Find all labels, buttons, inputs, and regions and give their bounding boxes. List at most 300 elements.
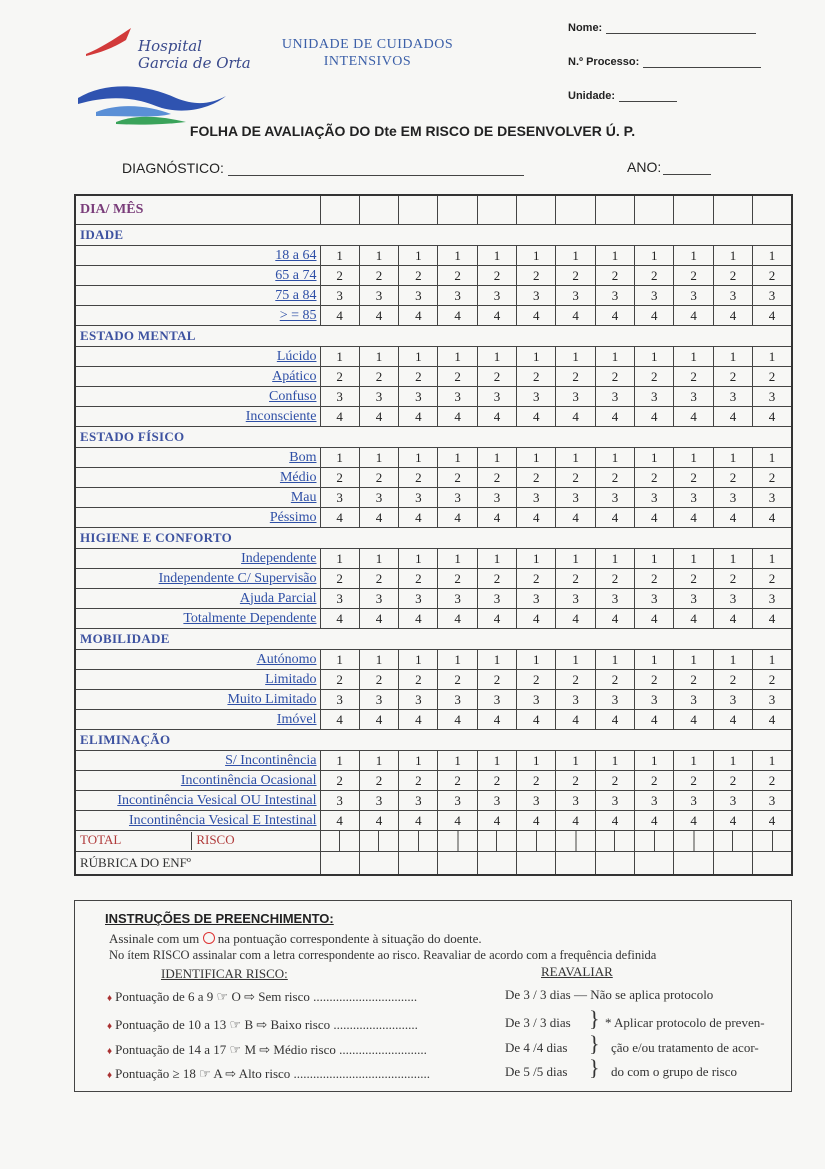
score-cell[interactable]: 4 xyxy=(320,508,359,528)
score-cell[interactable]: 4 xyxy=(320,811,359,831)
score-cell[interactable]: 2 xyxy=(674,266,713,286)
score-cell[interactable]: 2 xyxy=(753,367,792,387)
score-cell[interactable]: 1 xyxy=(713,347,752,367)
score-cell[interactable]: 2 xyxy=(674,670,713,690)
score-cell[interactable]: 3 xyxy=(477,286,516,306)
score-cell[interactable]: 4 xyxy=(713,811,752,831)
score-cell[interactable]: 4 xyxy=(320,710,359,730)
score-cell[interactable]: 1 xyxy=(359,347,398,367)
score-cell[interactable]: 2 xyxy=(320,266,359,286)
score-cell[interactable]: 3 xyxy=(674,791,713,811)
score-cell[interactable]: 4 xyxy=(399,306,438,326)
day-month-cell[interactable] xyxy=(713,195,752,225)
score-cell[interactable]: 4 xyxy=(477,609,516,629)
score-cell[interactable]: 1 xyxy=(477,448,516,468)
score-cell[interactable]: 1 xyxy=(674,448,713,468)
score-cell[interactable]: 4 xyxy=(438,508,477,528)
score-cell[interactable]: 1 xyxy=(635,347,674,367)
score-cell[interactable]: 3 xyxy=(595,286,634,306)
score-cell[interactable]: 3 xyxy=(320,589,359,609)
score-cell[interactable]: 3 xyxy=(556,791,595,811)
score-cell[interactable]: 4 xyxy=(635,407,674,427)
score-cell[interactable]: 1 xyxy=(713,246,752,266)
score-cell[interactable]: 2 xyxy=(477,670,516,690)
score-cell[interactable]: 3 xyxy=(753,589,792,609)
score-cell[interactable]: 3 xyxy=(556,589,595,609)
score-cell[interactable]: 2 xyxy=(595,771,634,791)
score-cell[interactable]: 4 xyxy=(635,508,674,528)
score-cell[interactable]: 1 xyxy=(556,549,595,569)
score-cell[interactable]: 2 xyxy=(517,771,556,791)
score-cell[interactable]: 2 xyxy=(713,367,752,387)
score-cell[interactable]: 2 xyxy=(753,670,792,690)
score-cell[interactable]: 3 xyxy=(399,387,438,407)
score-cell[interactable]: 2 xyxy=(713,468,752,488)
score-cell[interactable]: 2 xyxy=(399,468,438,488)
score-cell[interactable]: 4 xyxy=(556,710,595,730)
score-cell[interactable]: 4 xyxy=(674,609,713,629)
score-cell[interactable]: 1 xyxy=(556,751,595,771)
score-cell[interactable]: 4 xyxy=(477,811,516,831)
total-risco-cell[interactable] xyxy=(713,831,752,852)
score-cell[interactable]: 1 xyxy=(477,650,516,670)
score-cell[interactable]: 3 xyxy=(517,589,556,609)
score-cell[interactable]: 3 xyxy=(556,488,595,508)
score-cell[interactable]: 4 xyxy=(477,407,516,427)
score-cell[interactable]: 1 xyxy=(595,246,634,266)
score-cell[interactable]: 4 xyxy=(556,306,595,326)
score-cell[interactable]: 4 xyxy=(359,508,398,528)
score-cell[interactable]: 1 xyxy=(477,549,516,569)
score-cell[interactable]: 4 xyxy=(713,508,752,528)
score-cell[interactable]: 3 xyxy=(399,286,438,306)
score-cell[interactable]: 3 xyxy=(438,589,477,609)
score-cell[interactable]: 3 xyxy=(320,690,359,710)
score-cell[interactable]: 2 xyxy=(399,771,438,791)
score-cell[interactable]: 1 xyxy=(713,549,752,569)
score-cell[interactable]: 3 xyxy=(674,690,713,710)
score-cell[interactable]: 3 xyxy=(399,690,438,710)
score-cell[interactable]: 4 xyxy=(713,609,752,629)
day-month-cell[interactable] xyxy=(674,195,713,225)
score-cell[interactable]: 4 xyxy=(595,710,634,730)
score-cell[interactable]: 2 xyxy=(477,468,516,488)
score-cell[interactable]: 2 xyxy=(595,266,634,286)
score-cell[interactable]: 1 xyxy=(674,650,713,670)
score-cell[interactable]: 2 xyxy=(595,468,634,488)
day-month-cell[interactable] xyxy=(753,195,792,225)
score-cell[interactable]: 4 xyxy=(320,306,359,326)
score-cell[interactable]: 2 xyxy=(635,266,674,286)
day-month-cell[interactable] xyxy=(359,195,398,225)
score-cell[interactable]: 4 xyxy=(635,710,674,730)
score-cell[interactable]: 3 xyxy=(438,791,477,811)
score-cell[interactable]: 4 xyxy=(438,306,477,326)
score-cell[interactable]: 2 xyxy=(517,266,556,286)
score-cell[interactable]: 3 xyxy=(320,488,359,508)
score-cell[interactable]: 2 xyxy=(517,670,556,690)
score-cell[interactable]: 2 xyxy=(556,367,595,387)
score-cell[interactable]: 3 xyxy=(595,387,634,407)
ano-field[interactable] xyxy=(627,159,711,175)
score-cell[interactable]: 3 xyxy=(713,589,752,609)
score-cell[interactable]: 3 xyxy=(477,589,516,609)
score-cell[interactable]: 3 xyxy=(713,286,752,306)
total-risco-cell[interactable] xyxy=(517,831,556,852)
score-cell[interactable]: 2 xyxy=(713,266,752,286)
score-cell[interactable]: 2 xyxy=(556,468,595,488)
score-cell[interactable]: 4 xyxy=(595,609,634,629)
score-cell[interactable]: 1 xyxy=(635,448,674,468)
unidade-field[interactable] xyxy=(568,90,677,102)
score-cell[interactable]: 2 xyxy=(713,670,752,690)
rubrica-cell[interactable] xyxy=(674,852,713,876)
score-cell[interactable]: 4 xyxy=(635,306,674,326)
day-month-cell[interactable] xyxy=(320,195,359,225)
score-cell[interactable]: 1 xyxy=(399,246,438,266)
score-cell[interactable]: 3 xyxy=(713,488,752,508)
score-cell[interactable]: 2 xyxy=(635,569,674,589)
score-cell[interactable]: 4 xyxy=(674,407,713,427)
score-cell[interactable]: 3 xyxy=(595,791,634,811)
score-cell[interactable]: 3 xyxy=(753,286,792,306)
score-cell[interactable]: 1 xyxy=(517,650,556,670)
day-month-cell[interactable] xyxy=(635,195,674,225)
score-cell[interactable]: 1 xyxy=(753,448,792,468)
score-cell[interactable]: 4 xyxy=(399,811,438,831)
score-cell[interactable]: 2 xyxy=(399,266,438,286)
score-cell[interactable]: 4 xyxy=(517,710,556,730)
score-cell[interactable]: 1 xyxy=(320,347,359,367)
score-cell[interactable]: 1 xyxy=(674,549,713,569)
score-cell[interactable]: 2 xyxy=(635,670,674,690)
score-cell[interactable]: 3 xyxy=(635,286,674,306)
total-risco-cell[interactable] xyxy=(635,831,674,852)
score-cell[interactable]: 1 xyxy=(399,347,438,367)
score-cell[interactable]: 2 xyxy=(438,266,477,286)
score-cell[interactable]: 3 xyxy=(753,791,792,811)
score-cell[interactable]: 1 xyxy=(595,549,634,569)
score-cell[interactable]: 2 xyxy=(438,771,477,791)
score-cell[interactable]: 3 xyxy=(713,791,752,811)
score-cell[interactable]: 2 xyxy=(674,468,713,488)
score-cell[interactable]: 1 xyxy=(477,751,516,771)
score-cell[interactable]: 4 xyxy=(320,609,359,629)
score-cell[interactable]: 2 xyxy=(556,771,595,791)
score-cell[interactable]: 2 xyxy=(753,771,792,791)
score-cell[interactable]: 3 xyxy=(595,488,634,508)
score-cell[interactable]: 3 xyxy=(517,286,556,306)
score-cell[interactable]: 1 xyxy=(635,549,674,569)
score-cell[interactable]: 4 xyxy=(556,609,595,629)
score-cell[interactable]: 1 xyxy=(359,549,398,569)
score-cell[interactable]: 1 xyxy=(438,448,477,468)
score-cell[interactable]: 1 xyxy=(753,751,792,771)
score-cell[interactable]: 3 xyxy=(753,387,792,407)
score-cell[interactable]: 3 xyxy=(635,387,674,407)
score-cell[interactable]: 1 xyxy=(477,246,516,266)
score-cell[interactable]: 1 xyxy=(359,448,398,468)
score-cell[interactable]: 3 xyxy=(399,488,438,508)
score-cell[interactable]: 1 xyxy=(438,650,477,670)
score-cell[interactable]: 2 xyxy=(320,468,359,488)
score-cell[interactable]: 1 xyxy=(595,751,634,771)
score-cell[interactable]: 2 xyxy=(595,367,634,387)
score-cell[interactable]: 1 xyxy=(359,246,398,266)
score-cell[interactable]: 4 xyxy=(753,508,792,528)
score-cell[interactable]: 4 xyxy=(320,407,359,427)
total-risco-cell[interactable] xyxy=(595,831,634,852)
score-cell[interactable]: 4 xyxy=(713,407,752,427)
total-risco-cell[interactable] xyxy=(359,831,398,852)
score-cell[interactable]: 4 xyxy=(399,710,438,730)
score-cell[interactable]: 4 xyxy=(438,609,477,629)
score-cell[interactable]: 3 xyxy=(517,387,556,407)
rubrica-cell[interactable] xyxy=(438,852,477,876)
total-risco-cell[interactable] xyxy=(320,831,359,852)
score-cell[interactable]: 1 xyxy=(753,246,792,266)
score-cell[interactable]: 4 xyxy=(635,811,674,831)
nome-field[interactable] xyxy=(568,22,756,34)
score-cell[interactable]: 1 xyxy=(438,347,477,367)
score-cell[interactable]: 3 xyxy=(438,286,477,306)
score-cell[interactable]: 3 xyxy=(477,791,516,811)
score-cell[interactable]: 2 xyxy=(595,670,634,690)
score-cell[interactable]: 1 xyxy=(517,448,556,468)
score-cell[interactable]: 3 xyxy=(477,387,516,407)
rubrica-cell[interactable] xyxy=(713,852,752,876)
score-cell[interactable]: 2 xyxy=(438,670,477,690)
score-cell[interactable]: 3 xyxy=(517,488,556,508)
score-cell[interactable]: 4 xyxy=(595,811,634,831)
rubrica-cell[interactable] xyxy=(399,852,438,876)
score-cell[interactable]: 3 xyxy=(556,387,595,407)
score-cell[interactable]: 2 xyxy=(753,468,792,488)
score-cell[interactable]: 4 xyxy=(753,609,792,629)
score-cell[interactable]: 1 xyxy=(753,650,792,670)
rubrica-cell[interactable] xyxy=(320,852,359,876)
score-cell[interactable]: 1 xyxy=(753,549,792,569)
score-cell[interactable]: 4 xyxy=(517,609,556,629)
score-cell[interactable]: 4 xyxy=(477,508,516,528)
score-cell[interactable]: 4 xyxy=(753,811,792,831)
rubrica-cell[interactable] xyxy=(635,852,674,876)
score-cell[interactable]: 1 xyxy=(753,347,792,367)
score-cell[interactable]: 1 xyxy=(674,751,713,771)
score-cell[interactable]: 2 xyxy=(399,670,438,690)
score-cell[interactable]: 2 xyxy=(438,468,477,488)
score-cell[interactable]: 2 xyxy=(713,569,752,589)
score-cell[interactable]: 4 xyxy=(517,811,556,831)
score-cell[interactable]: 3 xyxy=(438,690,477,710)
score-cell[interactable]: 1 xyxy=(320,751,359,771)
score-cell[interactable]: 3 xyxy=(556,286,595,306)
score-cell[interactable]: 2 xyxy=(320,771,359,791)
score-cell[interactable]: 3 xyxy=(674,488,713,508)
score-cell[interactable]: 3 xyxy=(320,791,359,811)
score-cell[interactable]: 2 xyxy=(674,569,713,589)
score-cell[interactable]: 4 xyxy=(674,306,713,326)
score-cell[interactable]: 3 xyxy=(674,589,713,609)
score-cell[interactable]: 4 xyxy=(438,407,477,427)
score-cell[interactable]: 3 xyxy=(359,286,398,306)
score-cell[interactable]: 2 xyxy=(517,468,556,488)
score-cell[interactable]: 1 xyxy=(477,347,516,367)
score-cell[interactable]: 4 xyxy=(517,508,556,528)
score-cell[interactable]: 4 xyxy=(595,306,634,326)
score-cell[interactable]: 1 xyxy=(635,650,674,670)
score-cell[interactable]: 1 xyxy=(399,650,438,670)
score-cell[interactable]: 2 xyxy=(399,569,438,589)
score-cell[interactable]: 3 xyxy=(359,791,398,811)
score-cell[interactable]: 2 xyxy=(477,367,516,387)
total-risco-cell[interactable] xyxy=(477,831,516,852)
score-cell[interactable]: 3 xyxy=(517,791,556,811)
score-cell[interactable]: 2 xyxy=(674,367,713,387)
total-risco-cell[interactable] xyxy=(674,831,713,852)
score-cell[interactable]: 2 xyxy=(359,670,398,690)
score-cell[interactable]: 3 xyxy=(674,387,713,407)
score-cell[interactable]: 3 xyxy=(713,690,752,710)
score-cell[interactable]: 4 xyxy=(753,306,792,326)
diagnostico-field[interactable] xyxy=(122,160,524,176)
score-cell[interactable]: 1 xyxy=(713,448,752,468)
day-month-cell[interactable] xyxy=(595,195,634,225)
total-risco-cell[interactable] xyxy=(399,831,438,852)
score-cell[interactable]: 4 xyxy=(477,710,516,730)
score-cell[interactable]: 3 xyxy=(674,286,713,306)
score-cell[interactable]: 1 xyxy=(517,246,556,266)
day-month-cell[interactable] xyxy=(517,195,556,225)
rubrica-cell[interactable] xyxy=(595,852,634,876)
score-cell[interactable]: 3 xyxy=(635,589,674,609)
score-cell[interactable]: 3 xyxy=(359,488,398,508)
score-cell[interactable]: 3 xyxy=(438,488,477,508)
score-cell[interactable]: 2 xyxy=(556,569,595,589)
score-cell[interactable]: 4 xyxy=(359,710,398,730)
score-cell[interactable]: 2 xyxy=(438,367,477,387)
score-cell[interactable]: 4 xyxy=(438,710,477,730)
score-cell[interactable]: 1 xyxy=(438,246,477,266)
score-cell[interactable]: 2 xyxy=(359,367,398,387)
score-cell[interactable]: 1 xyxy=(556,246,595,266)
score-cell[interactable]: 1 xyxy=(438,751,477,771)
day-month-cell[interactable] xyxy=(438,195,477,225)
score-cell[interactable]: 4 xyxy=(556,407,595,427)
rubrica-cell[interactable] xyxy=(359,852,398,876)
score-cell[interactable]: 2 xyxy=(753,569,792,589)
score-cell[interactable]: 3 xyxy=(359,589,398,609)
score-cell[interactable]: 1 xyxy=(595,650,634,670)
score-cell[interactable]: 1 xyxy=(359,650,398,670)
score-cell[interactable]: 2 xyxy=(399,367,438,387)
score-cell[interactable]: 2 xyxy=(320,569,359,589)
day-month-cell[interactable] xyxy=(399,195,438,225)
score-cell[interactable]: 2 xyxy=(477,771,516,791)
score-cell[interactable]: 4 xyxy=(556,508,595,528)
score-cell[interactable]: 4 xyxy=(753,710,792,730)
score-cell[interactable]: 2 xyxy=(556,266,595,286)
score-cell[interactable]: 1 xyxy=(517,751,556,771)
score-cell[interactable]: 3 xyxy=(477,690,516,710)
score-cell[interactable]: 4 xyxy=(674,710,713,730)
total-risco-cell[interactable] xyxy=(556,831,595,852)
score-cell[interactable]: 4 xyxy=(713,710,752,730)
score-cell[interactable]: 1 xyxy=(320,448,359,468)
score-cell[interactable]: 2 xyxy=(635,468,674,488)
score-cell[interactable]: 3 xyxy=(713,387,752,407)
score-cell[interactable]: 2 xyxy=(517,367,556,387)
score-cell[interactable]: 1 xyxy=(556,650,595,670)
score-cell[interactable]: 2 xyxy=(713,771,752,791)
score-cell[interactable]: 3 xyxy=(753,690,792,710)
day-month-cell[interactable] xyxy=(477,195,516,225)
score-cell[interactable]: 2 xyxy=(556,670,595,690)
rubrica-cell[interactable] xyxy=(556,852,595,876)
score-cell[interactable]: 4 xyxy=(359,407,398,427)
score-cell[interactable]: 4 xyxy=(595,407,634,427)
total-risco-cell[interactable] xyxy=(753,831,792,852)
score-cell[interactable]: 3 xyxy=(477,488,516,508)
score-cell[interactable]: 2 xyxy=(359,468,398,488)
score-cell[interactable]: 2 xyxy=(359,569,398,589)
score-cell[interactable]: 2 xyxy=(635,367,674,387)
score-cell[interactable]: 3 xyxy=(556,690,595,710)
score-cell[interactable]: 4 xyxy=(635,609,674,629)
score-cell[interactable]: 4 xyxy=(595,508,634,528)
score-cell[interactable]: 2 xyxy=(320,670,359,690)
score-cell[interactable]: 2 xyxy=(359,266,398,286)
score-cell[interactable]: 1 xyxy=(320,650,359,670)
processo-field[interactable] xyxy=(568,56,761,68)
score-cell[interactable]: 1 xyxy=(713,650,752,670)
rubrica-cell[interactable] xyxy=(753,852,792,876)
score-cell[interactable]: 2 xyxy=(359,771,398,791)
score-cell[interactable]: 1 xyxy=(635,246,674,266)
score-cell[interactable]: 1 xyxy=(674,246,713,266)
score-cell[interactable]: 4 xyxy=(399,508,438,528)
rubrica-cell[interactable] xyxy=(517,852,556,876)
day-month-cell[interactable] xyxy=(556,195,595,225)
score-cell[interactable]: 4 xyxy=(753,407,792,427)
score-cell[interactable]: 3 xyxy=(359,690,398,710)
score-cell[interactable]: 2 xyxy=(635,771,674,791)
score-cell[interactable]: 1 xyxy=(399,751,438,771)
score-cell[interactable]: 1 xyxy=(320,246,359,266)
score-cell[interactable]: 2 xyxy=(477,569,516,589)
score-cell[interactable]: 2 xyxy=(438,569,477,589)
score-cell[interactable]: 3 xyxy=(635,488,674,508)
score-cell[interactable]: 4 xyxy=(359,306,398,326)
score-cell[interactable]: 4 xyxy=(556,811,595,831)
score-cell[interactable]: 1 xyxy=(399,448,438,468)
score-cell[interactable]: 1 xyxy=(517,347,556,367)
score-cell[interactable]: 4 xyxy=(438,811,477,831)
score-cell[interactable]: 3 xyxy=(438,387,477,407)
score-cell[interactable]: 3 xyxy=(320,387,359,407)
score-cell[interactable]: 4 xyxy=(517,306,556,326)
score-cell[interactable]: 1 xyxy=(556,448,595,468)
score-cell[interactable]: 4 xyxy=(399,407,438,427)
score-cell[interactable]: 2 xyxy=(595,569,634,589)
score-cell[interactable]: 3 xyxy=(517,690,556,710)
score-cell[interactable]: 2 xyxy=(320,367,359,387)
score-cell[interactable]: 4 xyxy=(399,609,438,629)
total-risco-cell[interactable] xyxy=(438,831,477,852)
rubrica-cell[interactable] xyxy=(477,852,516,876)
score-cell[interactable]: 3 xyxy=(595,589,634,609)
score-cell[interactable]: 4 xyxy=(477,306,516,326)
